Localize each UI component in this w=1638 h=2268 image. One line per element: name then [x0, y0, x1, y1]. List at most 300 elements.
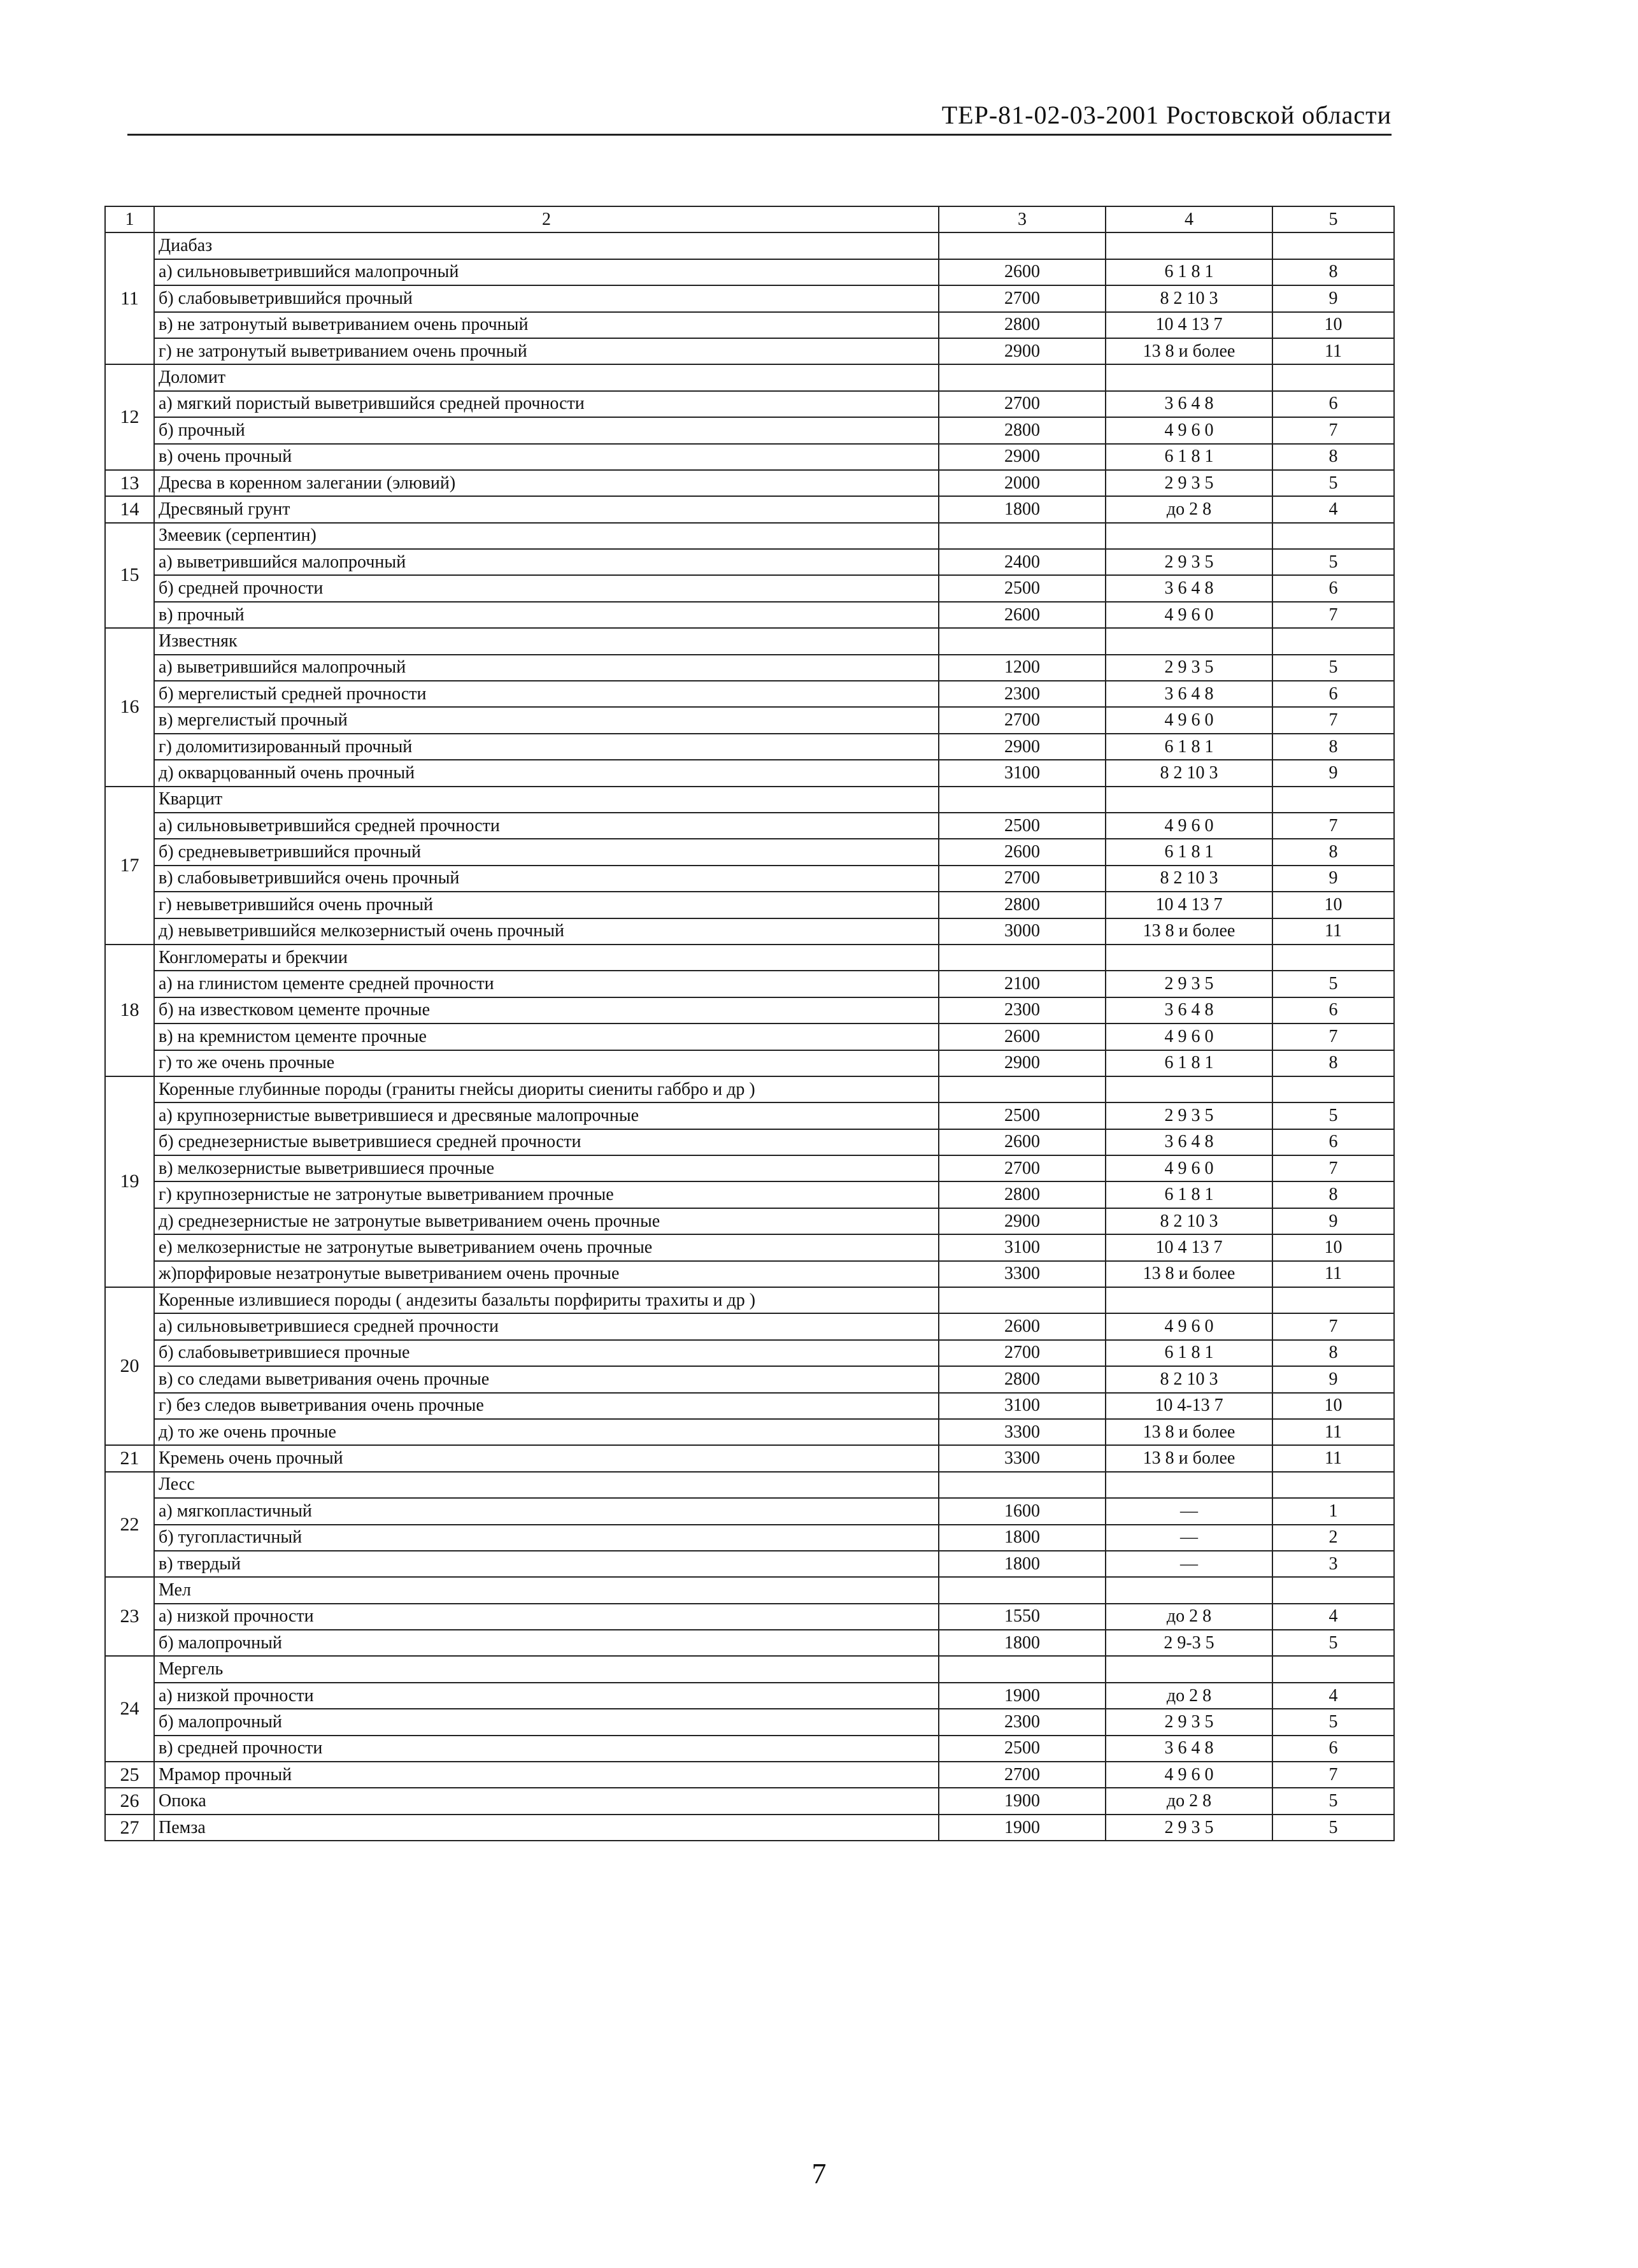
rock-description: б) среднезернистые выветрившиеся средней прочности [154, 1129, 939, 1155]
density-value [939, 1287, 1106, 1313]
table-row [105, 602, 1394, 628]
rock-description: Кремень очень прочный [154, 1445, 939, 1471]
strength-value: — [1106, 1525, 1272, 1551]
group-value: 9 [1272, 760, 1394, 786]
strength-value: 10 4 13 7 [1106, 892, 1272, 918]
table-row [105, 1129, 1394, 1155]
group-value [1272, 945, 1394, 971]
rock-description: б) мергелистый средней прочности [154, 681, 939, 707]
rock-description: Пемза [154, 1815, 939, 1841]
density-value: 2800 [939, 417, 1106, 443]
table-row [105, 866, 1394, 892]
strength-value: 2 9 3 5 [1106, 1102, 1272, 1129]
group-value: 5 [1272, 1630, 1394, 1656]
strength-value: 2 9 3 5 [1106, 1815, 1272, 1841]
rock-description: а) на глинистом цементе средней прочности [154, 971, 939, 997]
group-value: 11 [1272, 1419, 1394, 1445]
strength-value: 3 6 4 8 [1106, 1736, 1272, 1762]
group-value: 8 [1272, 734, 1394, 760]
rock-description: Мрамор прочный [154, 1762, 939, 1788]
group-value: 4 [1272, 1604, 1394, 1630]
group-value [1272, 523, 1394, 549]
rock-description: г) без следов выветривания очень прочные [154, 1393, 939, 1419]
strength-value [1106, 1287, 1272, 1313]
rock-description: в) очень прочный [154, 444, 939, 470]
column-header: 2 [154, 206, 939, 232]
strength-value: 13 8 и более [1106, 338, 1272, 364]
strength-value: 8 2 10 3 [1106, 1366, 1272, 1392]
group-value: 9 [1272, 866, 1394, 892]
rock-description: в) на кремнистом цементе прочные [154, 1023, 939, 1050]
group-value [1272, 1472, 1394, 1498]
rock-description: Диабаз [154, 232, 939, 259]
table-row [105, 1630, 1394, 1656]
table-row [105, 734, 1394, 760]
rock-description: б) слабовыветрившийся прочный [154, 285, 939, 311]
group-value [1272, 232, 1394, 259]
strength-value: 13 8 и более [1106, 1445, 1272, 1471]
group-value [1272, 1577, 1394, 1603]
item-number: 15 [105, 523, 154, 629]
strength-value [1106, 1076, 1272, 1102]
strength-value: 6 1 8 1 [1106, 1181, 1272, 1208]
density-value: 2500 [939, 1736, 1106, 1762]
table-row [105, 1234, 1394, 1260]
table-row [105, 1683, 1394, 1709]
item-number: 21 [105, 1445, 154, 1471]
strength-value: 6 1 8 1 [1106, 1340, 1272, 1366]
density-value: 2600 [939, 602, 1106, 628]
density-value: 2600 [939, 259, 1106, 285]
item-number: 11 [105, 232, 154, 364]
group-value: 6 [1272, 391, 1394, 417]
column-header: 4 [1106, 206, 1272, 232]
rock-description: а) сильновыветрившийся малопрочный [154, 259, 939, 285]
density-value: 2700 [939, 1340, 1106, 1366]
strength-value: 2 9 3 5 [1106, 971, 1272, 997]
density-value: 3100 [939, 1234, 1106, 1260]
item-number: 22 [105, 1472, 154, 1578]
strength-value [1106, 945, 1272, 971]
group-value: 7 [1272, 417, 1394, 443]
rock-description: б) средневыветрившийся прочный [154, 839, 939, 865]
density-value: 1900 [939, 1815, 1106, 1841]
strength-value: 2 9 3 5 [1106, 655, 1272, 681]
group-value: 8 [1272, 1050, 1394, 1076]
table-row [105, 1313, 1394, 1339]
group-value: 6 [1272, 1736, 1394, 1762]
rock-description: в) не затронутый выветриванием очень прочный [154, 312, 939, 338]
group-value [1272, 1076, 1394, 1102]
density-value [939, 945, 1106, 971]
group-value: 6 [1272, 997, 1394, 1023]
group-value: 6 [1272, 575, 1394, 601]
density-value: 2900 [939, 338, 1106, 364]
item-number: 27 [105, 1815, 154, 1841]
density-value: 2600 [939, 839, 1106, 865]
rock-description: б) малопрочный [154, 1630, 939, 1656]
item-number: 26 [105, 1788, 154, 1814]
document-code: ТЕР-81-02-03-2001 Ростовской области [941, 101, 1392, 129]
table-row [105, 259, 1394, 285]
table-row [105, 1498, 1394, 1524]
rock-description: а) мягкопластичный [154, 1498, 939, 1524]
rock-description: Коренные излившиеся породы ( андезиты базальты порфириты трахиты и др ) [154, 1287, 939, 1313]
table-row [105, 1472, 1394, 1498]
rock-description: Кварцит [154, 787, 939, 813]
density-value [939, 1656, 1106, 1682]
rock-description: г) доломитизированный прочный [154, 734, 939, 760]
group-value: 1 [1272, 1498, 1394, 1524]
table-row [105, 1577, 1394, 1603]
table-row [105, 1788, 1394, 1814]
density-value [939, 364, 1106, 390]
density-value: 3100 [939, 1393, 1106, 1419]
strength-value: 8 2 10 3 [1106, 1208, 1272, 1234]
rock-description: ж)порфировые незатронутые выветриванием очень прочные [154, 1261, 939, 1287]
group-value: 9 [1272, 1366, 1394, 1392]
rock-description: г) крупнозернистые не затронутые выветриванием прочные [154, 1181, 939, 1208]
density-value: 2700 [939, 391, 1106, 417]
strength-value: 10 4 13 7 [1106, 312, 1272, 338]
strength-value: 4 9 6 0 [1106, 602, 1272, 628]
strength-value [1106, 1656, 1272, 1682]
table-row [105, 1076, 1394, 1102]
rock-description: Доломит [154, 364, 939, 390]
table-row [105, 1762, 1394, 1788]
group-value: 7 [1272, 707, 1394, 733]
table-header-row [105, 206, 1394, 232]
table-row [105, 1102, 1394, 1129]
table-row [105, 1023, 1394, 1050]
strength-value: 2 9 3 5 [1106, 1709, 1272, 1735]
density-value: 2300 [939, 681, 1106, 707]
group-value: 7 [1272, 1313, 1394, 1339]
rock-description: д) то же очень прочные [154, 1419, 939, 1445]
rock-description: г) не затронутый выветриванием очень прочный [154, 338, 939, 364]
table-row [105, 1050, 1394, 1076]
density-value: 3300 [939, 1419, 1106, 1445]
table-row [105, 338, 1394, 364]
density-value [939, 1577, 1106, 1603]
page-number: 7 [811, 2157, 827, 2190]
strength-value: 4 9 6 0 [1106, 417, 1272, 443]
rock-description: Мергель [154, 1656, 939, 1682]
rock-description: д) среднезернистые не затронутые выветриванием очень прочные [154, 1208, 939, 1234]
density-value: 2600 [939, 1313, 1106, 1339]
density-value: 2000 [939, 470, 1106, 496]
item-number: 14 [105, 496, 154, 522]
group-value: 10 [1272, 312, 1394, 338]
density-value: 2800 [939, 312, 1106, 338]
group-value: 5 [1272, 1709, 1394, 1735]
strength-value: 6 1 8 1 [1106, 839, 1272, 865]
strength-value: 3 6 4 8 [1106, 681, 1272, 707]
rock-description: Коренные глубинные породы (граниты гнейсы диориты сиениты габбро и др ) [154, 1076, 939, 1102]
strength-value: 13 8 и более [1106, 1261, 1272, 1287]
strength-value: 2 9-3 5 [1106, 1630, 1272, 1656]
group-value: 7 [1272, 602, 1394, 628]
table-row [105, 1366, 1394, 1392]
item-number: 23 [105, 1577, 154, 1656]
strength-value [1106, 364, 1272, 390]
strength-value: 8 2 10 3 [1106, 760, 1272, 786]
group-value: 2 [1272, 1525, 1394, 1551]
table-body [105, 206, 1394, 1841]
table-row [105, 918, 1394, 945]
rock-description: а) крупнозернистые выветрившиеся и дресвяные малопрочные [154, 1102, 939, 1129]
table-row [105, 628, 1394, 654]
rock-description: Известняк [154, 628, 939, 654]
rock-description: а) низкой прочности [154, 1604, 939, 1630]
table-row [105, 549, 1394, 575]
strength-value [1106, 1577, 1272, 1603]
group-value: 6 [1272, 1129, 1394, 1155]
strength-value: 3 6 4 8 [1106, 391, 1272, 417]
group-value: 7 [1272, 1155, 1394, 1181]
density-value: 2800 [939, 1366, 1106, 1392]
density-value: 2900 [939, 444, 1106, 470]
strength-value: 10 4-13 7 [1106, 1393, 1272, 1419]
density-value: 3000 [939, 918, 1106, 945]
strength-value [1106, 1472, 1272, 1498]
density-value: 2700 [939, 707, 1106, 733]
density-value: 1800 [939, 496, 1106, 522]
strength-value: 10 4 13 7 [1106, 1234, 1272, 1260]
strength-value: 6 1 8 1 [1106, 259, 1272, 285]
table-row [105, 971, 1394, 997]
table-row [105, 760, 1394, 786]
group-value: 5 [1272, 1788, 1394, 1814]
strength-value: 6 1 8 1 [1106, 1050, 1272, 1076]
table-row [105, 707, 1394, 733]
density-value: 2500 [939, 1102, 1106, 1129]
density-value: 2700 [939, 1762, 1106, 1788]
group-value: 5 [1272, 470, 1394, 496]
rock-description: а) низкой прочности [154, 1683, 939, 1709]
group-value: 7 [1272, 1762, 1394, 1788]
density-value: 2300 [939, 997, 1106, 1023]
rock-description: г) то же очень прочные [154, 1050, 939, 1076]
group-value: 9 [1272, 285, 1394, 311]
rock-description: б) малопрочный [154, 1709, 939, 1735]
strength-value: 6 1 8 1 [1106, 444, 1272, 470]
strength-value: 3 6 4 8 [1106, 997, 1272, 1023]
table-row [105, 1155, 1394, 1181]
rock-description: е) мелкозернистые не затронутые выветриванием очень прочные [154, 1234, 939, 1260]
table-row [105, 1604, 1394, 1630]
group-value: 5 [1272, 549, 1394, 575]
density-value: 2900 [939, 734, 1106, 760]
rock-description: Змеевик (серпентин) [154, 523, 939, 549]
table-row [105, 997, 1394, 1023]
strength-value: 2 9 3 5 [1106, 470, 1272, 496]
strength-value: до 2 8 [1106, 1604, 1272, 1630]
density-value: 3300 [939, 1445, 1106, 1471]
density-value: 1800 [939, 1525, 1106, 1551]
table-row [105, 444, 1394, 470]
table-row [105, 1656, 1394, 1682]
strength-value [1106, 628, 1272, 654]
strength-value [1106, 523, 1272, 549]
strength-value: 13 8 и более [1106, 918, 1272, 945]
strength-value: 4 9 6 0 [1106, 1762, 1272, 1788]
table-row [105, 1340, 1394, 1366]
table-row [105, 1419, 1394, 1445]
density-value: 2500 [939, 813, 1106, 839]
table-row [105, 312, 1394, 338]
rock-description: г) невыветрившийся очень прочный [154, 892, 939, 918]
strength-value: до 2 8 [1106, 1683, 1272, 1709]
rock-description: Дресва в коренном залегании (элювий) [154, 470, 939, 496]
table-row [105, 813, 1394, 839]
table-row [105, 787, 1394, 813]
table-row [105, 391, 1394, 417]
item-number: 25 [105, 1762, 154, 1788]
table-row [105, 655, 1394, 681]
density-value: 2700 [939, 285, 1106, 311]
density-value: 2700 [939, 1155, 1106, 1181]
density-value: 3300 [939, 1261, 1106, 1287]
strength-value: 4 9 6 0 [1106, 813, 1272, 839]
strength-value: 8 2 10 3 [1106, 866, 1272, 892]
table-row [105, 1287, 1394, 1313]
strength-value: 2 9 3 5 [1106, 549, 1272, 575]
rock-description: б) слабовыветрившиеся прочные [154, 1340, 939, 1366]
rock-description: а) сильновыветрившиеся средней прочности [154, 1313, 939, 1339]
group-value: 11 [1272, 1445, 1394, 1471]
item-number: 20 [105, 1287, 154, 1445]
group-value: 11 [1272, 338, 1394, 364]
table-row [105, 1709, 1394, 1735]
density-value: 2400 [939, 549, 1106, 575]
density-value [939, 232, 1106, 259]
table-row [105, 1445, 1394, 1471]
density-value: 1800 [939, 1551, 1106, 1577]
strength-value [1106, 232, 1272, 259]
density-value: 2300 [939, 1709, 1106, 1735]
rock-classification-table [104, 206, 1395, 1841]
group-value: 10 [1272, 1393, 1394, 1419]
table-row [105, 232, 1394, 259]
table-row [105, 892, 1394, 918]
density-value: 1900 [939, 1788, 1106, 1814]
strength-value: — [1106, 1551, 1272, 1577]
group-value: 3 [1272, 1551, 1394, 1577]
group-value [1272, 1656, 1394, 1682]
strength-value: 6 1 8 1 [1106, 734, 1272, 760]
group-value: 4 [1272, 496, 1394, 522]
strength-value: до 2 8 [1106, 496, 1272, 522]
rock-description: а) сильновыветрившийся средней прочности [154, 813, 939, 839]
rock-description: Мел [154, 1577, 939, 1603]
rock-description: а) мягкий пористый выветрившийся средней прочности [154, 391, 939, 417]
table-row [105, 1393, 1394, 1419]
table-row [105, 285, 1394, 311]
density-value: 2800 [939, 892, 1106, 918]
density-value: 2600 [939, 1023, 1106, 1050]
rock-description: в) прочный [154, 602, 939, 628]
table-row [105, 1261, 1394, 1287]
group-value: 5 [1272, 971, 1394, 997]
table-row [105, 470, 1394, 496]
rock-description: в) со следами выветривания очень прочные [154, 1366, 939, 1392]
table-row [105, 364, 1394, 390]
group-value: 8 [1272, 259, 1394, 285]
group-value: 8 [1272, 444, 1394, 470]
group-value: 4 [1272, 1683, 1394, 1709]
group-value: 5 [1272, 1815, 1394, 1841]
density-value [939, 787, 1106, 813]
strength-value: 4 9 6 0 [1106, 1023, 1272, 1050]
density-value: 2500 [939, 575, 1106, 601]
strength-value: 4 9 6 0 [1106, 1313, 1272, 1339]
strength-value: до 2 8 [1106, 1788, 1272, 1814]
density-value: 1900 [939, 1683, 1106, 1709]
density-value: 2800 [939, 1181, 1106, 1208]
density-value [939, 1472, 1106, 1498]
table-row [105, 1181, 1394, 1208]
item-number: 13 [105, 470, 154, 496]
group-value [1272, 1287, 1394, 1313]
table-row [105, 1815, 1394, 1841]
table-row [105, 681, 1394, 707]
group-value: 11 [1272, 1261, 1394, 1287]
item-number: 18 [105, 945, 154, 1076]
table-row [105, 1208, 1394, 1234]
group-value: 8 [1272, 1181, 1394, 1208]
group-value: 7 [1272, 813, 1394, 839]
group-value [1272, 364, 1394, 390]
density-value [939, 1076, 1106, 1102]
group-value [1272, 628, 1394, 654]
group-value: 5 [1272, 1102, 1394, 1129]
density-value: 2900 [939, 1050, 1106, 1076]
group-value: 10 [1272, 892, 1394, 918]
rock-description: д) окварцованный очень прочный [154, 760, 939, 786]
group-value: 6 [1272, 681, 1394, 707]
density-value: 1550 [939, 1604, 1106, 1630]
item-number: 24 [105, 1656, 154, 1762]
rock-description: а) выветрившийся малопрочный [154, 655, 939, 681]
rock-description: а) выветрившийся малопрочный [154, 549, 939, 575]
strength-value: 4 9 6 0 [1106, 1155, 1272, 1181]
density-value: 3100 [939, 760, 1106, 786]
column-header: 1 [105, 206, 154, 232]
rock-description: в) слабовыветрившийся очень прочный [154, 866, 939, 892]
strength-value: 8 2 10 3 [1106, 285, 1272, 311]
density-value: 2600 [939, 1129, 1106, 1155]
table-row [105, 496, 1394, 522]
strength-value: — [1106, 1498, 1272, 1524]
rock-description: б) средней прочности [154, 575, 939, 601]
item-number: 12 [105, 364, 154, 470]
density-value: 1600 [939, 1498, 1106, 1524]
rock-description: д) невыветрившийся мелкозернистый очень прочный [154, 918, 939, 945]
column-header: 5 [1272, 206, 1394, 232]
rock-description: б) на известковом цементе прочные [154, 997, 939, 1023]
table-row [105, 1525, 1394, 1551]
density-value: 2900 [939, 1208, 1106, 1234]
density-value: 2100 [939, 971, 1106, 997]
density-value: 1800 [939, 1630, 1106, 1656]
table-row [105, 1551, 1394, 1577]
strength-value: 13 8 и более [1106, 1419, 1272, 1445]
strength-value [1106, 787, 1272, 813]
table-row [105, 945, 1394, 971]
rock-description: б) прочный [154, 417, 939, 443]
item-number: 16 [105, 628, 154, 786]
